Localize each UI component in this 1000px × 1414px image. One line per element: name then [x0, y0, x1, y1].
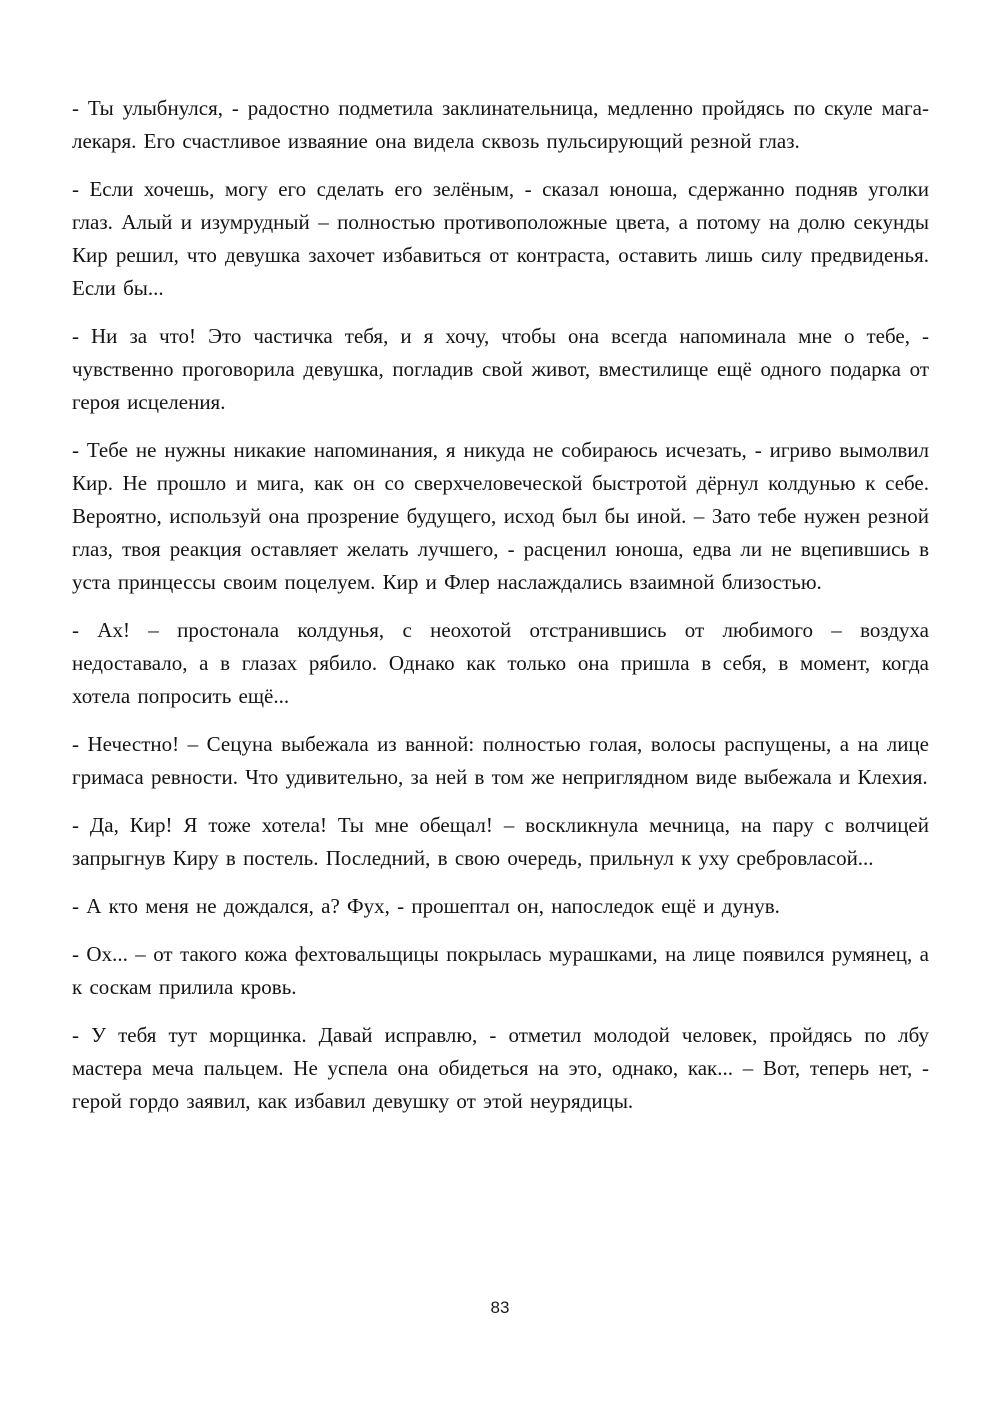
paragraph: - Тебе не нужны никакие напоминания, я никуда не собираюсь исчезать, - игриво вымолвил Кир. Не прошло и мига, как он со сверхчеловеческой быстротой дёрнул колдунью к себе. Вероятно, используй она прозрение будущего, исход был бы иной. – Зато тебе нужен резной глаз, твоя реакция оставляет желать лучшего, - расценил юноша, едва ли не вцепившись в уста принцессы своим поцелуем. Кир и Флер наслаждались взаимной близостью.	[72, 438, 929, 594]
paragraph: - У тебя тут морщинка. Давай исправлю, - отметил молодой человек, пройдясь по лбу мастера меча пальцем. Не успела она обидеться на это, однако, как... – Вот, теперь нет, - герой гордо заявил, как избавил девушку от этой неурядицы.	[72, 1023, 929, 1113]
paragraph: - Нечестно! – Сецуна выбежала из ванной: полностью голая, волосы распущены, а на лице гримаса ревности. Что удивительно, за ней в том же неприглядном виде выбежала и Клехия.	[72, 732, 929, 789]
paragraph: - Ох... – от такого кожа фехтовальщицы покрылась мурашками, на лице появился румянец, а к соскам прилила кровь.	[72, 942, 929, 999]
text-block	[72, 92, 929, 1133]
paragraph: - Ни за что! Это частичка тебя, и я хочу, чтобы она всегда напоминала мне о тебе, - чувственно проговорила девушка, погладив свой живот, вместилище ещё одного подарка от героя исцеления.	[72, 324, 929, 414]
paragraph: - Ты улыбнулся, - радостно подметила заклинательница, медленно пройдясь по скуле мага-лекаря. Его счастливое изваяние она видела сквозь пульсирующий резной глаз.	[72, 96, 929, 153]
page-number: 83	[490, 1298, 510, 1317]
paragraph: - А кто меня не дождался, а? Фух, - прошептал он, напоследок ещё и дунув.	[72, 894, 780, 918]
paragraph: - Ах! – простонала колдунья, с неохотой отстранившись от любимого – воздуха недоставало, а в глазах рябило. Однако как только она пришла в себя, в момент, когда хотела попросить ещё...	[72, 618, 929, 708]
paragraph: - Да, Кир! Я тоже хотела! Ты мне обещал! – воскликнула мечница, на пару с волчицей запрыгнув Киру в постель. Последний, в свою очередь, прильнул к уху сребровласой...	[72, 813, 929, 870]
paragraph: - Если хочешь, могу его сделать его зелёным, - сказал юноша, сдержанно подняв уголки глаз. Алый и изумрудный – полностью противоположные цвета, а потому на долю секунды Кир решил, что девушка захочет избавиться от контраста, оставить лишь силу предвиденья. Если бы...	[72, 177, 929, 300]
